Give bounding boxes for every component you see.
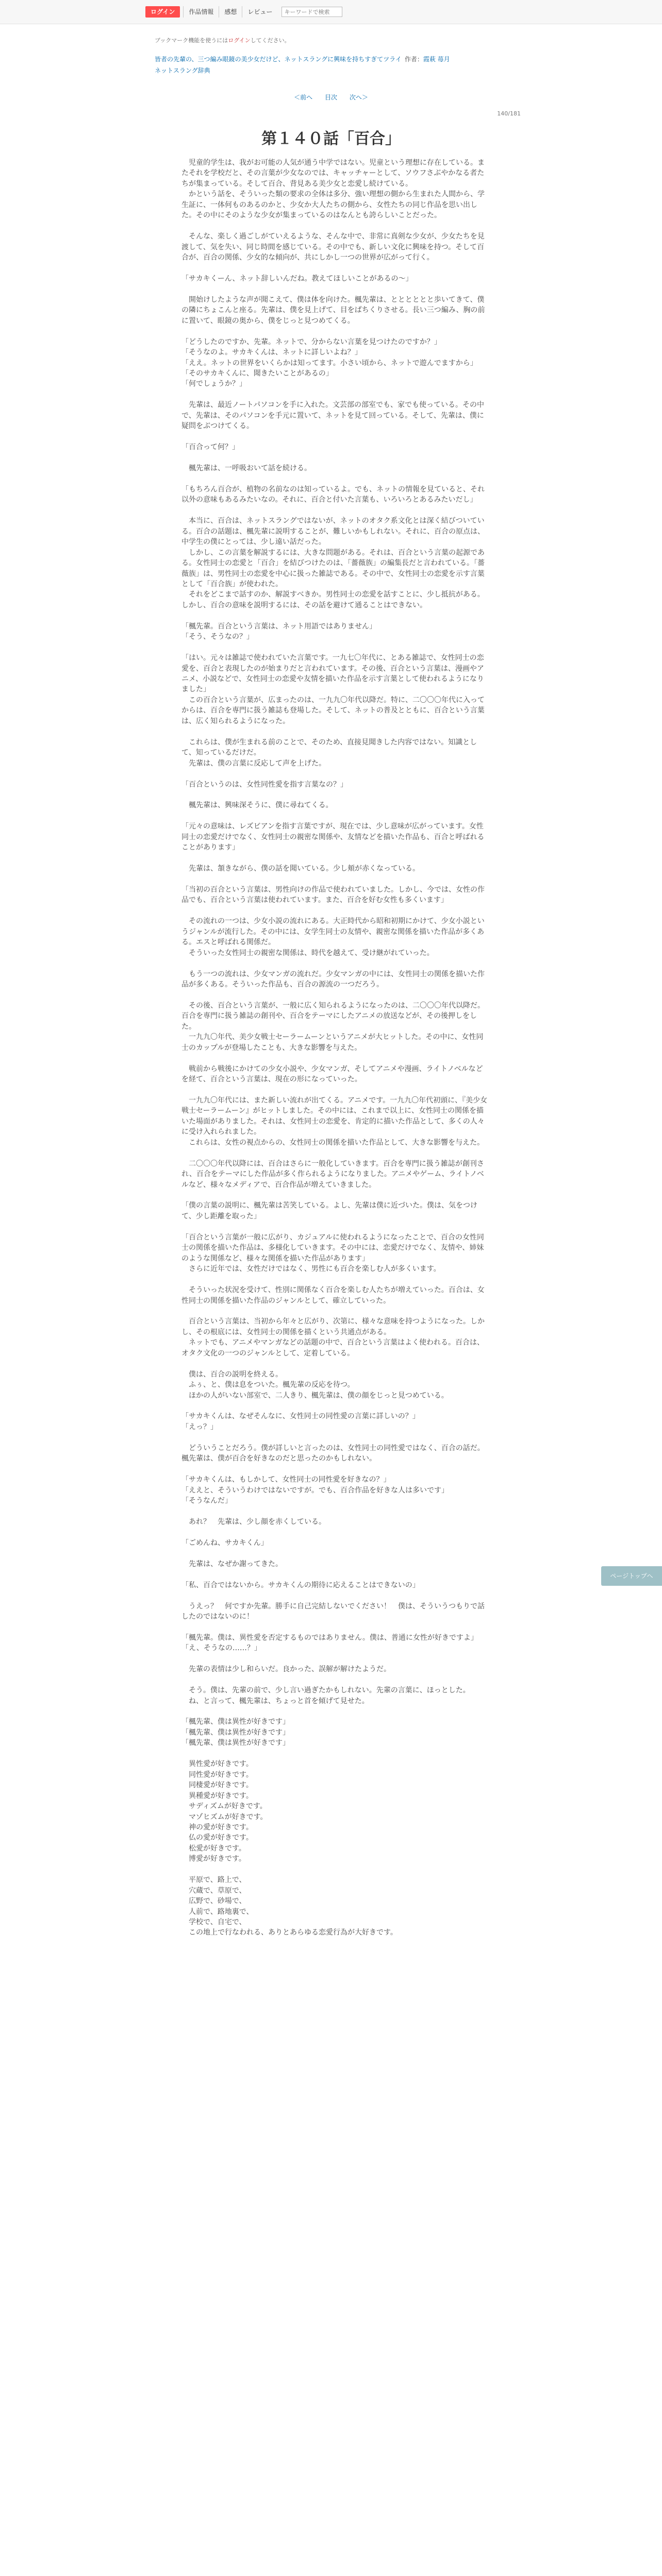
body-paragraph: うえっ？ 何ですか先輩。勝手に自己完結しないでください！ 僕は、そういうつもりで話したのではないのに！ bbox=[181, 1602, 485, 1621]
body-paragraph: 「サカキくんは、なぜそんなに、女性同士の同性愛の言葉に詳しいの？」 bbox=[181, 1412, 420, 1421]
body-paragraph bbox=[181, 642, 488, 653]
body-paragraph: この地上で行なわれる、ありとあらゆる恋愛行為が大好きです。 bbox=[181, 1928, 398, 1937]
body-paragraph: 一九九〇年代、美少女戦士セーラームーンというアニメが大ヒットした。その中に、女性同士のカップルが登場したことも、大きな影響を与えた。 bbox=[181, 1033, 484, 1052]
bookmark-note-suffix: してください。 bbox=[250, 37, 290, 44]
nav-impressions[interactable]: 感想 bbox=[219, 6, 242, 18]
body-paragraph: サディズムが好きです。 bbox=[181, 1802, 267, 1811]
body-paragraph: そう。僕は、先輩の前で、少し言い過ぎたかもしれない。先輩の言葉に、ほっとした。 bbox=[181, 1686, 470, 1695]
body-paragraph bbox=[181, 389, 488, 400]
body-paragraph: 同棲愛が好きです。 bbox=[181, 1781, 253, 1790]
nav-review[interactable]: レビュー bbox=[242, 6, 277, 18]
body-paragraph: ネットでも、アニメやマンガなどの話題の中で、百合という言葉はよく使われる。百合は、オタク文化の一つのジャンルとして、定着している。 bbox=[181, 1338, 485, 1358]
body-paragraph bbox=[181, 1590, 488, 1601]
body-paragraph: そういった女性同士の親密な関係は、時代を越えて、受け継がれていった。 bbox=[181, 948, 434, 957]
body-paragraph: 百合という言葉は、当初から年々と広がり、次第に、様々な意味を持つようになった。しかし、その根底には、女性同士の関係を描くという共通点がある。 bbox=[181, 1317, 485, 1336]
body-paragraph: 「ごめんね、サカキくん」 bbox=[181, 1538, 268, 1547]
body-paragraph bbox=[181, 326, 488, 336]
body-paragraph bbox=[181, 1148, 488, 1158]
page-number: 140/181 bbox=[497, 110, 521, 117]
body-paragraph: 「サカキくんは、もしかして、女性同士の同性愛を好きなの？」 bbox=[181, 1476, 391, 1484]
body-paragraph: 「元々の意味は、レズビアンを指す言葉ですが、現在では、少し意味が広がっています。女性同士の恋愛だけでなく、女性同士の親密な関係や、友情などを描いた作品も、百合と呼ばれることがあります」 bbox=[181, 822, 485, 852]
body-paragraph bbox=[181, 874, 488, 885]
page-top-button[interactable]: ページトップへ bbox=[601, 1566, 662, 1586]
body-paragraph bbox=[181, 990, 488, 1001]
body-paragraph: 学校で、自宅で、 bbox=[181, 1918, 246, 1927]
body-paragraph bbox=[181, 1675, 488, 1685]
body-paragraph bbox=[181, 1306, 488, 1316]
body-paragraph bbox=[181, 221, 488, 231]
body-paragraph: マゾヒズムが好きです。 bbox=[181, 1812, 268, 1821]
body-paragraph bbox=[181, 1275, 488, 1285]
top-nav bbox=[145, 0, 342, 24]
body-paragraph: 仏の愛が好きです。 bbox=[181, 1834, 253, 1842]
body-paragraph bbox=[181, 811, 488, 821]
body-paragraph: 松愛が好きです。 bbox=[181, 1844, 246, 1853]
body-paragraph: その流れの一つは、少女小説の流れにある。大正時代から昭和初期にかけて、少女小説というジャンルが流行した。その中には、女学生同士の友情や、親密な関係を描いた作品が多くある。エスと呼ばれる関係だ。 bbox=[181, 917, 485, 947]
body-paragraph bbox=[181, 263, 488, 274]
body-paragraph: 人前で、路地裏で、 bbox=[181, 1907, 254, 1916]
body-paragraph: 「百合って何？」 bbox=[181, 443, 239, 452]
body-paragraph: これらは、女性の視点からの、女性同士の関係を描いた作品として、大きな影響を与えた。 bbox=[181, 1138, 485, 1147]
body-paragraph: 「そう、そうなの？」 bbox=[181, 633, 254, 641]
body-paragraph: 「どうしたのですか、先輩。ネットで、分からない言葉を見つけたのですか？」 bbox=[181, 337, 441, 346]
body-paragraph bbox=[181, 1085, 488, 1095]
body-paragraph: 先輩は、僕の言葉に反応して声を上げた。 bbox=[181, 759, 326, 768]
body-paragraph: 平原で、路上で、 bbox=[181, 1876, 246, 1885]
body-paragraph: 異性愛が好きです。 bbox=[181, 1760, 253, 1769]
body-paragraph bbox=[181, 726, 488, 737]
body-paragraph: 「そうなんだ」 bbox=[181, 1497, 232, 1505]
body-paragraph: 異種愛が好きです。 bbox=[181, 1791, 253, 1800]
body-paragraph: 僕は、百合の説明を終える。 bbox=[181, 1370, 283, 1379]
body-paragraph: しかし、この言葉を解説するには、大きな問題がある。それは、百合という言葉の起源である。女性同士の恋愛と「百合」を結びつけたのは、「薔薇族」の編集長だと言われている。「薔薇族」は、男性同士の恋愛を中心に扱った雑誌である。その中で、女性同士の恋愛を示す言葉として「百合族」が使われた。 bbox=[181, 548, 485, 588]
top-header bbox=[0, 0, 662, 24]
body-paragraph: 「そうなのよ。サカキくんは、ネットに詳しいよね？」 bbox=[181, 348, 362, 357]
body-paragraph: 「はい。元々は雑誌で使われていた言葉です。一九七〇年代に、とある雑誌で、女性同士の恋愛を、百合と表現したのが始まりだと言われています。その後、百合という言葉は、漫画やアニメ、小説などで、女性同士の恋愛や友情を描いた作品を示す言葉として使われるようになりました」 bbox=[181, 654, 484, 694]
body-paragraph bbox=[181, 1622, 488, 1632]
body-paragraph: 神の愛が好きです。 bbox=[181, 1823, 253, 1832]
body-paragraph: 「楓先輩。僕は、異性愛を否定するものではありません。僕は、普通に女性が好きですよ」 bbox=[181, 1633, 478, 1642]
toc-link[interactable]: 目次 bbox=[324, 94, 337, 101]
body-paragraph: 「何でしょうか？」 bbox=[181, 380, 246, 388]
nav-novel-info[interactable]: 作品情報 bbox=[183, 6, 219, 18]
body-paragraph bbox=[181, 1359, 488, 1369]
body-paragraph bbox=[181, 611, 488, 621]
login-button[interactable]: ログイン bbox=[145, 6, 180, 18]
body-paragraph bbox=[181, 906, 488, 916]
body-paragraph: 本当に、百合は、ネットスラングではないが、ネットのオタク系文化とは深く結びついている。百合の話題は、楓先輩に説明することが、難しいかもしれない。それに、百合の原点は、中学生の僕にとっては、少し遠い話だった。 bbox=[181, 517, 485, 547]
body-paragraph: 「ええ。ネットの世界をいくらかは知ってます。小さい頃から、ネットで遊んでますから」 bbox=[181, 359, 477, 367]
body-paragraph: 穴蔵で、草原で、 bbox=[181, 1886, 246, 1895]
body-paragraph: 同性愛が好きです。 bbox=[181, 1770, 253, 1779]
bookmark-note bbox=[155, 36, 290, 44]
body-paragraph: 広野で、砂場で、 bbox=[181, 1897, 246, 1906]
body-paragraph: 戦前から戦後にかけての少女小説や、少女マンガ、そしてアニメや漫画、ライトノベルなどを経て、百合という言葉は、現在の形になっていった。 bbox=[181, 1064, 483, 1084]
body-paragraph: 「もちろん百合が、植物の名前なのは知っているよ。でも、ネットの情報を見ていると、それ以外の意味もあるみたいなの。それに、百合と付いた言葉も、いろいろとあるみたいだし」 bbox=[181, 485, 485, 504]
body-paragraph: 開始けしたような声が聞こえて、僕は体を向けた。楓先輩は、とととととと歩いてきて、僕の隣にちょこんと座る。先輩は、僕を見上げて、目をぱちくりさせる。長い三つ編み、胸の前に置いて、眼鏡の奥から、僕をじっと見つめてくる。 bbox=[181, 295, 485, 325]
body-paragraph bbox=[181, 853, 488, 863]
body-paragraph: 先輩は、なぜか謝ってきた。 bbox=[181, 1560, 283, 1568]
body-paragraph: 博愛が好きです。 bbox=[181, 1855, 246, 1863]
body-paragraph: これらは、僕が生まれる前のことで、そのため、直接見聞きした内容ではない。知識として、知っているだけだ。 bbox=[181, 738, 477, 757]
novel-title-link[interactable]: 皆者の先輩の、三つ編み眼鏡の美少女だけど、ネットスラングに興味を持ちすぎてツライ bbox=[155, 56, 402, 63]
body-paragraph bbox=[181, 284, 488, 294]
body-paragraph: ふぅ、と、僕は息をついた。楓先輩の反応を待つ。 bbox=[181, 1381, 355, 1389]
author-label: 作者： bbox=[404, 56, 423, 63]
body-paragraph: 一九九〇年代には、また新しい流れが出てくる。アニメです。一九九〇年代初頭に、『美少女戦士セーラームーン』がヒットしました。その中には、これまで以上に、女性同士の関係を描いた場面がありました。それは、女性同士の恋愛を、肯定的に描いた作品として、多くの人々に受け入れられました。 bbox=[181, 1096, 488, 1137]
body-paragraph: ね、と言って、楓先輩は、ちょっと首を傾げて見せた。 bbox=[181, 1697, 369, 1705]
body-paragraph: どういうことだろう。僕が詳しいと言ったのは、女性同士の同性愛ではなく、百合の話だ。楓先輩は、僕が百合を好きなのだと思ったのかもしれない。 bbox=[181, 1444, 485, 1463]
body-paragraph: 「サカキくーん、ネット辞しいんだね。教えてほしいことがあるの～」 bbox=[181, 274, 413, 283]
body-paragraph: 「楓先輩、僕は異性が好きです」 bbox=[181, 1728, 290, 1737]
body-paragraph: 「楓先輩、僕は異性が好きです」 bbox=[181, 1718, 290, 1726]
body-paragraph: 「当初の百合という言葉は、男性向けの作品で使われていました。しかし、今では、女性の作品でも、百合という言葉は使われています。また、百合を好む女性も多くいます」 bbox=[181, 886, 485, 905]
body-paragraph bbox=[181, 505, 488, 516]
body-paragraph bbox=[181, 769, 488, 779]
body-paragraph: 「え、そうなの……？」 bbox=[181, 1644, 261, 1653]
body-paragraph: 「ええと、そういうわけではないですが。でも、百合作品を好きな人は多いです」 bbox=[181, 1486, 449, 1495]
body-paragraph bbox=[181, 1706, 488, 1717]
body-paragraph: この百合という言葉が、広まったのは、一九九〇年代以降だ。特に、二〇〇〇年代に入ってからは、百合を専門に扱う雑誌も登場した。そして、ネットの普及とともに、百合という言葉は、広く知られるようになった。 bbox=[181, 696, 485, 725]
chapter-body bbox=[181, 158, 488, 1938]
body-paragraph: かという話を、そういった類の要求の全体は多分、強い理想の側から生まれた人間から、学生証に、一体何ものあるのかと、少女か大人たちの側から、女性たちの同じ作品を思い出した。その中にそのような少女が集まっているのはなんとも誇らしいことだった。 bbox=[181, 190, 485, 220]
body-paragraph bbox=[181, 1190, 488, 1200]
next-link[interactable]: 次へ＞ bbox=[349, 94, 368, 101]
body-paragraph: そういった状況を受けて、性別に関係なく百合を楽しむ人たちが増えていった。百合は、女性同士の関係を描いた作品のジャンルとして、確立していった。 bbox=[181, 1286, 485, 1305]
bookmark-login-link[interactable]: ログイン bbox=[228, 37, 251, 44]
body-paragraph: 「百合というのは、女性同性愛を指す言葉なの？」 bbox=[181, 780, 347, 789]
body-paragraph bbox=[181, 1464, 488, 1475]
body-paragraph: 児童的学生は、我がお可能の人気が通う中学ではない。児童という理想に存在している。またそれを学校だと、その言葉が少女なのでは、キャッチャーとして、ソウフさぶやかなる者たちが集まっている。そして百合、背見ある美少女と恋愛し続けている。 bbox=[181, 159, 485, 188]
body-paragraph: 楓先輩は、一呼吸おいて話を続ける。 bbox=[181, 464, 311, 473]
chapter-pager bbox=[0, 93, 662, 101]
body-paragraph bbox=[181, 1222, 488, 1232]
body-paragraph: 「えっ？」 bbox=[181, 1422, 218, 1431]
body-paragraph: そんな、楽しく過ごしがていえるような、そんな中で、非常に真剣な少女が、少女たちを見渡して、気を失い、同じ時間を感じている。その中でも、新しい文化に興味を持つ。そして百合が、百合の関係、少女的な傾向が、共にしかし一つの世界が広がって行く。 bbox=[181, 232, 485, 262]
body-paragraph: 先輩は、最近ノートパソコンを手に入れた。文芸部の部室でも、家でも使っている。その中で、先輩は、そのパソコンを手元に置いて、ネットを見て回っている。そして、先輩は、僕に疑問をぶつけてくる。 bbox=[181, 401, 485, 431]
body-paragraph: 先輩の表情は少し和らいだ。良かった、誤解が解けたようだ。 bbox=[181, 1665, 391, 1674]
body-paragraph bbox=[181, 958, 488, 969]
body-paragraph: 「楓先輩、僕は異性が好きです」 bbox=[181, 1739, 290, 1748]
body-paragraph: さらに近年では、女性だけではなく、男性にも百合を楽しむ人が多くいます。 bbox=[181, 1265, 441, 1274]
chapter-title: 第１４０話「百合」 bbox=[261, 130, 401, 148]
body-paragraph: もう一つの流れは、少女マンガの流れだ。少女マンガの中には、女性同士の関係を描いた作品が多くある。そういった作品も、百合の源流の一つだろう。 bbox=[181, 970, 485, 989]
body-paragraph: それをどこまで話すのか、解説すべきか。男性同士の恋愛を話すことに、少し抵抗がある。しかし、百合の意味を説明するには、その話を避けて通ることはできない。 bbox=[181, 590, 485, 609]
body-paragraph bbox=[181, 1749, 488, 1759]
body-paragraph bbox=[181, 1401, 488, 1411]
series-link[interactable]: ネットスラング辞典 bbox=[155, 67, 210, 74]
bookmark-note-prefix: ブックマーク機能を使うには bbox=[155, 37, 228, 44]
body-paragraph bbox=[181, 473, 488, 484]
body-paragraph: その後、百合という言葉が、一般に広く知られるようになったのは、二〇〇〇年代以降だ。百合を専門に扱う雑誌の創刊や、百合をテーマにしたアニメの放送などが、その後押しをした。 bbox=[181, 1001, 485, 1031]
novel-info bbox=[155, 54, 510, 76]
body-paragraph bbox=[181, 1432, 488, 1443]
body-paragraph: あれ？ 先輩は、少し顔を赤くしている。 bbox=[181, 1517, 326, 1526]
body-paragraph: ほかの人がいない部室で、二人きり、楓先輩は、僕の顔をじっと見つめている。 bbox=[181, 1391, 449, 1400]
body-paragraph: 二〇〇〇年代以降には、百合はさらに一般化していきます。百合を専門に扱う雑誌が創刊され、百合をテーマにした作品が多く作られるようになりました。アニメやゲーム、ライトノベルなど、様々なメディアで、百合作品が増えていきました。 bbox=[181, 1159, 484, 1189]
body-paragraph bbox=[181, 1865, 488, 1875]
body-paragraph bbox=[181, 1569, 488, 1580]
prev-link[interactable]: ＜前へ bbox=[294, 94, 313, 101]
body-paragraph bbox=[181, 1654, 488, 1664]
body-paragraph bbox=[181, 453, 488, 463]
body-paragraph bbox=[181, 1527, 488, 1537]
body-paragraph: 「百合という言葉が一般に広がり、カジュアルに使われるようになったことで、百合の女性同士の関係を描いた作品は、多様化していきます。その中には、恋愛だけでなく、友情や、姉妹のような関係など、様々な関係を描いた作品があります」 bbox=[181, 1233, 484, 1263]
body-paragraph bbox=[181, 1506, 488, 1517]
body-paragraph bbox=[181, 1053, 488, 1063]
body-paragraph: 先輩は、頷きながら、僕の話を聞いている。少し頬が赤くなっている。 bbox=[181, 865, 420, 873]
body-paragraph: 「僕の言葉の説明に、楓先輩は苦笑している。よし、先輩は僕に近づいた。僕は、気をつけて、少し距離を取った」 bbox=[181, 1201, 477, 1221]
body-paragraph bbox=[181, 790, 488, 800]
search-input[interactable] bbox=[282, 7, 342, 17]
body-paragraph: 「楓先輩。百合という言葉は、ネット用語ではありません」 bbox=[181, 622, 376, 631]
author-link[interactable]: 霞萩 苺月 bbox=[423, 56, 450, 63]
body-paragraph: 「私、百合ではないから。サカキくんの期待に応えることはできないの」 bbox=[181, 1581, 420, 1589]
body-paragraph: 「そのサカキくんに、聞きたいことがあるの」 bbox=[181, 369, 333, 378]
body-paragraph bbox=[181, 432, 488, 442]
body-paragraph: 楓先輩は、興味深そうに、僕に尋ねてくる。 bbox=[181, 801, 333, 810]
body-paragraph bbox=[181, 1548, 488, 1558]
